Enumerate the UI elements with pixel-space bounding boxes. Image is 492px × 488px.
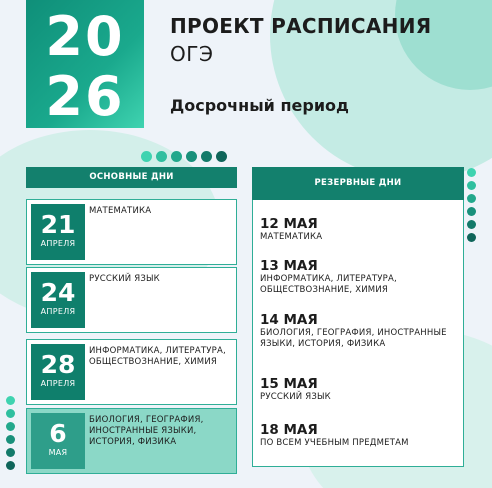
date-badge <box>31 413 85 469</box>
reserve-item <box>260 216 460 243</box>
day-number: 24 <box>40 278 76 307</box>
reserve-days-heading: РЕЗЕРВНЫЕ ДНИ <box>252 167 464 200</box>
decor-dot <box>467 207 476 216</box>
decor-dots <box>467 168 476 242</box>
day-number: 6 <box>49 419 67 448</box>
main-day-row <box>26 408 237 474</box>
reserve-subjects: РУССКИЙ ЯЗЫК <box>260 392 331 402</box>
reserve-subjects: ИНФОРМАТИКА, ЛИТЕРАТУРА, ОБЩЕСТВОЗНАНИЕ, ХИМИЯ <box>260 274 397 295</box>
decor-dot <box>201 151 212 162</box>
reserve-subjects: БИОЛОГИЯ, ГЕОГРАФИЯ, ИНОСТРАННЫЕ ЯЗЫКИ, ИСТОРИЯ, ФИЗИКА <box>260 328 447 349</box>
page-subtitle: ОГЭ <box>170 42 214 66</box>
reserve-date: 12 МАЯ <box>260 216 318 232</box>
page-title: ПРОЕКТ РАСПИСАНИЯ <box>170 14 432 38</box>
reserve-item <box>260 258 460 295</box>
month-label: АПРЕЛЯ <box>40 379 76 388</box>
main-day-row <box>26 339 237 405</box>
decor-dot <box>467 233 476 242</box>
day-number: 28 <box>40 350 76 379</box>
reserve-date: 14 МАЯ <box>260 312 318 328</box>
decor-dot <box>186 151 197 162</box>
reserve-item <box>260 422 460 449</box>
decor-dot <box>467 220 476 229</box>
decor-dot <box>467 194 476 203</box>
subjects-text: БИОЛОГИЯ, ГЕОГРАФИЯ, ИНОСТРАННЫЕ ЯЗЫКИ, ИСТОРИЯ, ФИЗИКА <box>89 415 204 447</box>
subjects-text: МАТЕМАТИКА <box>89 206 152 216</box>
reserve-subjects: МАТЕМАТИКА <box>260 232 323 242</box>
decor-dot <box>6 422 15 431</box>
decor-dot <box>467 181 476 190</box>
reserve-subjects: ПО ВСЕМ УЧЕБНЫМ ПРЕДМЕТАМ <box>260 438 409 448</box>
subjects-text: РУССКИЙ ЯЗЫК <box>89 274 160 284</box>
date-badge <box>31 204 85 260</box>
decor-dot <box>6 409 15 418</box>
decor-dot <box>467 168 476 177</box>
decor-dot <box>6 435 15 444</box>
reserve-item <box>260 376 460 403</box>
main-day-row <box>26 199 237 265</box>
date-badge <box>31 344 85 400</box>
decor-dots <box>141 151 227 162</box>
reserve-date: 15 МАЯ <box>260 376 318 392</box>
reserve-date: 13 МАЯ <box>260 258 318 274</box>
decor-dot <box>171 151 182 162</box>
reserve-date: 18 МАЯ <box>260 422 318 438</box>
decor-dots <box>6 396 15 470</box>
subjects-text: ИНФОРМАТИКА, ЛИТЕРАТУРА, ОБЩЕСТВОЗНАНИЕ, ХИМИЯ <box>89 346 226 367</box>
year-top: 20 <box>45 5 125 68</box>
month-label: АПРЕЛЯ <box>40 307 76 316</box>
month-label: АПРЕЛЯ <box>40 239 76 248</box>
month-label: МАЯ <box>48 448 68 457</box>
decor-dot <box>141 151 152 162</box>
reserve-item <box>260 312 460 349</box>
decor-dot <box>6 461 15 470</box>
decor-dot <box>216 151 227 162</box>
main-day-row <box>26 267 237 333</box>
decor-dot <box>6 448 15 457</box>
date-badge <box>31 272 85 328</box>
year-block <box>26 0 144 128</box>
decor-dot <box>156 151 167 162</box>
decor-dot <box>6 396 15 405</box>
period-heading: Досрочный период <box>170 96 349 115</box>
reserve-days-panel <box>252 200 464 467</box>
main-days-heading: ОСНОВНЫЕ ДНИ <box>26 167 237 188</box>
year-bottom: 26 <box>45 65 125 128</box>
day-number: 21 <box>40 210 76 239</box>
